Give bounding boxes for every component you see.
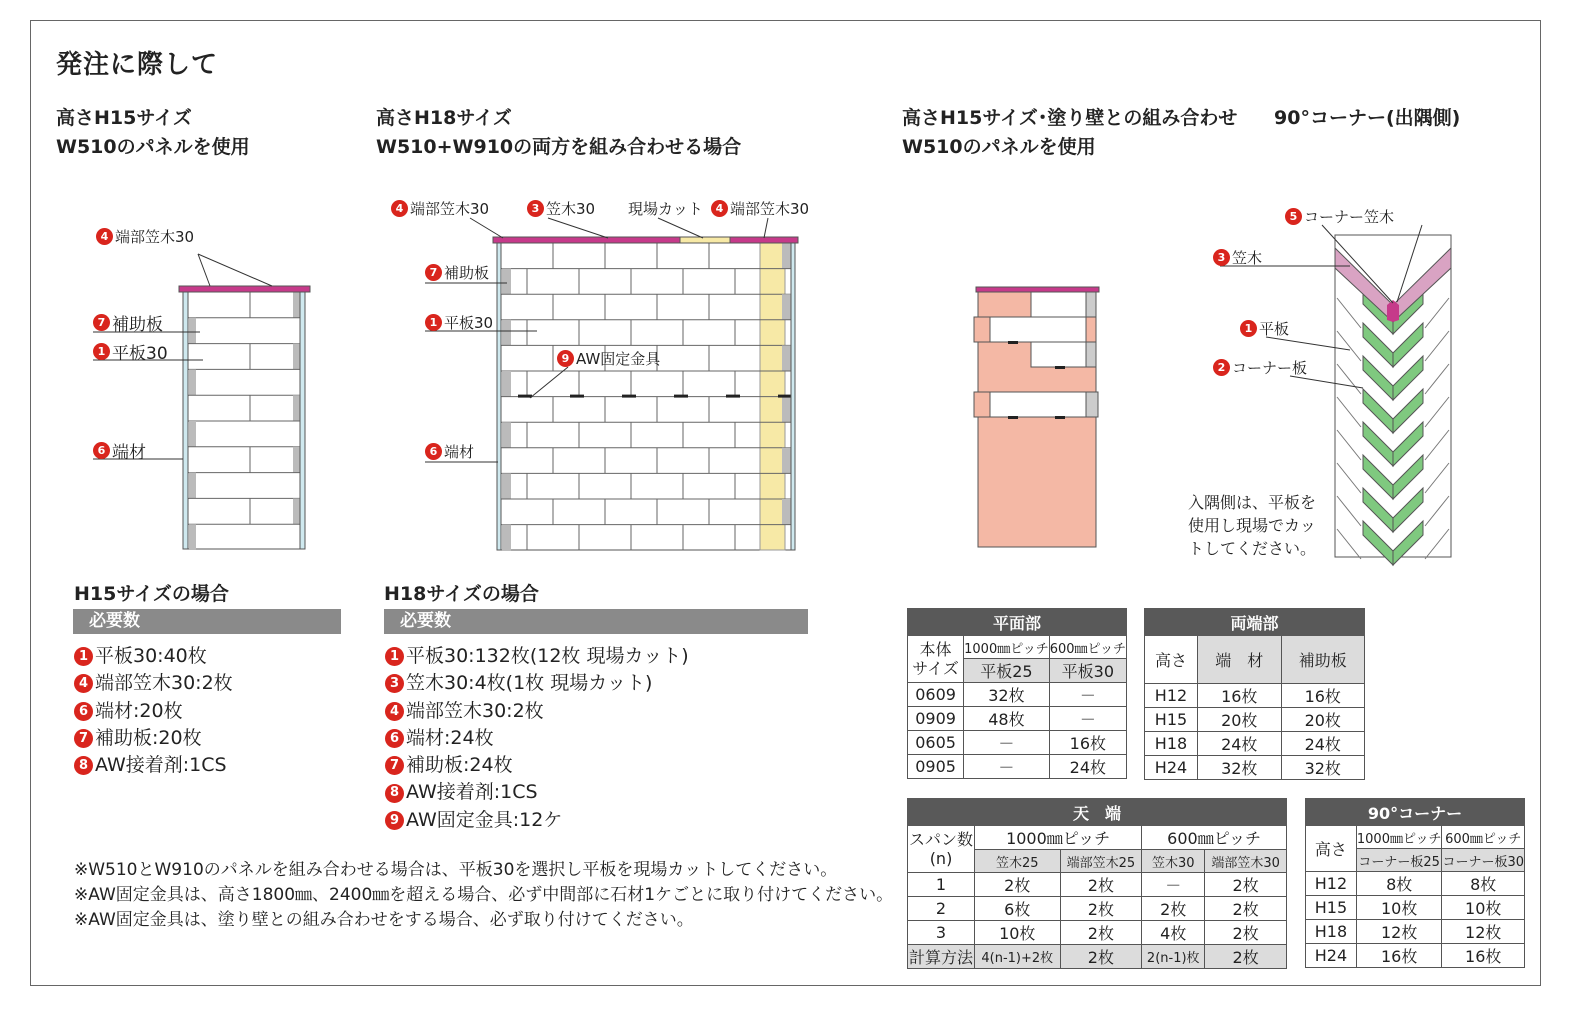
requirement-item [385,779,689,806]
corner-label-kasagi [1213,247,1262,268]
table-cell: 24枚 [1198,732,1282,756]
label-text: 平板30 [112,344,168,364]
note-line: ※AW固定金具は、高さ1800㎜、2400㎜を超える場合、必ず中間部に石材1ケごとに取り付けてください。 [74,885,894,905]
header-text: (n) [929,849,953,868]
header-text: サイズ [912,659,959,678]
table-header: 補助板 [1281,636,1365,684]
label-text: コーナー板 [1232,359,1308,377]
requirement-item [385,807,689,834]
table-cell: 2(n-1)枚 [1142,945,1205,969]
requirement-item [385,643,689,670]
section-h15-line1: 高さH15サイズ [56,107,192,129]
aw-bracket-icon [674,395,688,398]
table-cell: 48枚 [964,707,1050,731]
table-cell: 12枚 [1356,920,1442,944]
table-cell: － [964,731,1050,755]
req-h18-list [385,643,689,834]
table-cell: 2枚 [975,873,1061,897]
h18-label-aw [557,348,660,369]
brick-end-piece [502,320,511,346]
table-cell: 2枚 [1142,897,1205,921]
table-header: 端部笠木30 [1205,850,1287,873]
table-header: コーナー板25 [1356,849,1442,872]
label-text: 端部笠木30 [410,200,490,218]
table-cell: 4枚 [1142,921,1205,945]
table-cell: 32枚 [964,683,1050,707]
brick-end-piece [293,292,300,318]
table-row [1306,920,1525,944]
table-cell: 16枚 [1442,944,1525,968]
req-h15-title: H15サイズの場合 [74,583,229,605]
table-cell: 0605 [908,731,964,755]
req-h18-title: H18サイズの場合 [384,583,539,605]
brick-end-piece [782,499,791,525]
requirement-text: 補助板:20枚 [95,726,202,749]
requirement-item [74,643,233,670]
table-header: 1000㎜ピッチ [975,826,1142,850]
number-badge: 7 [93,314,110,331]
requirement-item [74,725,233,752]
note-line: ※W510とW910のパネルを組み合わせる場合は、平板30を選択し平板を現場カットしてください。 [74,860,838,880]
number-badge: 3 [527,200,544,217]
note-line: ※AW固定金具は、塗り壁との組み合わせをする場合、必ず取り付けてください。 [74,910,694,930]
table-cell: 2枚 [1205,945,1287,969]
number-badge: 4 [96,228,113,245]
section-h18-line2: W510+W910の両方を組み合わせる場合 [376,136,742,158]
h18-label-hashi [425,441,474,462]
number-badge: 6 [425,443,442,460]
number-badge: 3 [1213,249,1230,266]
req-h15-bar: 必要数 [73,609,341,634]
section-h15-line2: W510のパネルを使用 [56,136,250,158]
brick-end-piece [502,422,511,448]
table-cell: 2 [908,897,975,921]
table-title: 90°コーナー [1306,799,1525,826]
label-text: 端材 [444,443,475,461]
corner-note [1188,491,1316,560]
table-cell: 8枚 [1442,872,1525,896]
h15-label-kasagi-end [96,226,194,247]
h15-label-hashi [93,438,146,463]
table-header: 600㎜ピッチ [1049,636,1126,659]
req-h18-bar: 必要数 [384,609,808,634]
number-badge: 4 [711,200,728,217]
table-row [1145,732,1365,756]
number-badge: 1 [1240,320,1257,337]
table-row [908,707,1127,731]
label-text: AW固定金具 [576,350,661,368]
aw-bracket-icon [778,395,792,398]
table-row [908,755,1127,779]
requirement-text: 平板30:132枚(12枚 現場カット) [406,645,689,667]
requirement-item [74,670,233,697]
requirement-item [74,752,233,779]
table-header: 1000㎜ピッチ [1356,826,1442,849]
table-cell: 16枚 [1281,684,1365,708]
brick-end-piece [293,447,300,473]
number-badge: 6 [385,729,404,748]
table-cell: H15 [1306,896,1357,920]
table-cell: 16枚 [1049,731,1126,755]
label-text: 端材 [112,443,146,463]
requirement-text: 端部笠木30:2枚 [95,672,233,695]
brick-end-piece [293,498,300,524]
table-cell: 2枚 [1205,897,1287,921]
brick-end-piece [782,243,791,269]
brick-end-piece [293,344,300,370]
h18-label-kasagi-end-right [711,198,809,219]
table-cell: 計算方法 [908,945,975,969]
table-header: 端 材 [1198,636,1282,684]
table-title: 平面部 [908,609,1127,636]
table-cell: 32枚 [1198,756,1282,780]
table-cell: 10枚 [1442,896,1525,920]
table-cell: － [964,755,1050,779]
requirement-item [385,725,689,752]
number-badge: 6 [93,442,110,459]
section-corner-heading: 90°コーナー(出隅側) [1274,107,1461,129]
corner-label-hiraita [1240,318,1289,339]
table-row [1306,896,1525,920]
number-badge: 9 [385,811,404,830]
table-row [908,731,1127,755]
table-cell: 32枚 [1281,756,1365,780]
number-badge: 6 [74,702,93,721]
number-badge: 4 [74,674,93,693]
brick-end-piece [502,269,511,295]
brick-end-piece [502,525,511,551]
header-text: 本体 [919,640,952,659]
table-ryotan [1144,608,1365,780]
h18-label-kasagi [527,198,595,219]
table-cell: － [1049,707,1126,731]
number-badge: 8 [385,784,404,803]
corner-note-line: 入隅側は、平板を [1188,493,1317,512]
number-badge: 7 [425,264,442,281]
number-badge: 4 [385,702,404,721]
number-badge: 7 [385,756,404,775]
brick-end-piece [293,395,300,421]
section-h18-line1: 高さH18サイズ [376,107,512,129]
aw-bracket-icon [622,395,636,398]
table-cell: 16枚 [1198,684,1282,708]
requirement-item [385,698,689,725]
h15-label-hiraita [93,339,168,364]
brick-end-piece [189,318,196,344]
table-row [1306,872,1525,896]
brick-end-piece [502,473,511,499]
table-row [1145,756,1365,780]
table-cell: 2枚 [1060,873,1142,897]
table-header: 600㎜ピッチ [1142,826,1287,850]
table-cell: 10枚 [975,921,1061,945]
number-badge: 1 [425,314,442,331]
table-header: 高さ [1306,826,1357,872]
corner-note-line: 使用し現場でカッ [1188,516,1316,535]
req-h15-list [74,643,233,779]
table-header: 笠木30 [1142,850,1205,873]
table-header: 端部笠木25 [1060,850,1142,873]
requirement-text: AW固定金具:12ケ [406,808,563,831]
aw-bracket-icon [726,395,740,398]
h18-label-genba-cut: 現場カット [628,200,703,218]
header-text: スパン数 [908,830,973,849]
label-text: 笠木 [1232,249,1263,267]
section-wall-line1: 高さH15サイズ･塗り壁との組み合わせ [902,107,1238,129]
table-cell: H12 [1145,684,1198,708]
label-text: 補助板 [444,264,490,282]
label-text: 笠木30 [546,200,596,218]
table-row-calc [908,945,1287,969]
brick-end-piece [782,294,791,320]
section-wall-line2: W510のパネルを使用 [902,136,1096,158]
requirement-item [74,698,233,725]
table-row [1145,684,1365,708]
label-text: コーナー笠木 [1304,208,1395,226]
table-cell: 2枚 [1060,921,1142,945]
number-badge: 1 [385,647,404,666]
requirement-item [385,670,689,697]
number-badge: 1 [74,647,93,666]
table-row [908,897,1287,921]
brick-end-piece [782,397,791,423]
table-cell: 16枚 [1356,944,1442,968]
number-badge: 7 [74,729,93,748]
brick-end-piece [782,345,791,371]
table-header [908,636,964,683]
table-header: 高さ [1145,636,1198,684]
table-header: 平板30 [1049,659,1126,683]
table-row [908,873,1287,897]
h18-label-hojo [425,262,489,283]
table-title: 天 端 [908,799,1287,826]
table-row [908,683,1127,707]
number-badge: 5 [1285,208,1302,225]
number-badge: 2 [1213,359,1230,376]
table-cell: 20枚 [1281,708,1365,732]
table-cell: 6枚 [975,897,1061,921]
label-text: 端部笠木30 [730,200,810,218]
table-cell: H15 [1145,708,1198,732]
requirement-text: AW接着剤:1CS [406,781,538,804]
table-cell: 3 [908,921,975,945]
table-header: 笠木25 [975,850,1061,873]
table-cell: 24枚 [1281,732,1365,756]
table-cell: H24 [1306,944,1357,968]
brick-end-piece [189,524,196,550]
requirement-text: 端部笠木30:2枚 [406,699,544,722]
table-title: 両端部 [1145,609,1365,636]
table-cell: 24枚 [1049,755,1126,779]
table-cell: 0609 [908,683,964,707]
table-cell: 1 [908,873,975,897]
table-cell: 12枚 [1442,920,1525,944]
table-cell: 2枚 [1205,873,1287,897]
table-row [1145,708,1365,732]
table-header: 1000㎜ピッチ [964,636,1050,659]
table-cell: H18 [1306,920,1357,944]
table-header [908,826,975,873]
plaster-wall-diagram [974,287,1099,547]
requirement-text: 笠木30:4枚(1枚 現場カット) [406,672,653,695]
aw-bracket-icon [570,395,584,398]
h15-wall-diagram [93,254,310,550]
requirement-text: 補助板:24枚 [406,754,513,777]
h18-label-hiraita [425,312,493,333]
table-cell: 0909 [908,707,964,731]
table-cell: 10枚 [1356,896,1442,920]
page-title: 発注に際して [56,50,219,80]
notes [74,858,893,933]
number-badge: 8 [74,756,93,775]
table-cell: 2枚 [1205,921,1287,945]
table-cell: H12 [1306,872,1357,896]
table-corner [1305,798,1525,968]
table-tenba [907,798,1287,969]
table-header: 平板25 [964,659,1050,683]
table-cell: 20枚 [1198,708,1282,732]
table-row [1306,944,1525,968]
table-row [908,921,1287,945]
brick-end-piece [502,371,511,397]
requirement-text: 端材:20枚 [95,699,183,722]
requirement-text: 平板30:40枚 [95,645,207,667]
label-text: 平板 [1259,320,1290,338]
table-cell: H24 [1145,756,1198,780]
label-text: 補助板 [112,315,163,335]
table-cell: － [1142,873,1205,897]
table-cell: 8枚 [1356,872,1442,896]
brick-end-piece [189,421,196,447]
requirement-item [385,752,689,779]
number-badge: 9 [557,350,574,367]
table-cell: － [1049,683,1126,707]
label-text: 平板30 [444,314,494,332]
corner-label-corner-kasagi [1285,206,1394,227]
table-cell: 4(n-1)+2枚 [975,945,1061,969]
corner-note-line: トしてください。 [1188,539,1317,558]
table-cell: 2枚 [1060,897,1142,921]
requirement-text: AW接着剤:1CS [95,754,227,777]
requirement-text: 端材:24枚 [406,726,494,749]
table-header: コーナー板30 [1442,849,1525,872]
brick-end-piece [189,473,196,499]
aw-bracket-icon [518,395,532,398]
number-badge: 4 [391,200,408,217]
table-cell: H18 [1145,732,1198,756]
h18-label-kasagi-end-left [391,198,489,219]
table-heimen [907,608,1127,779]
corner-label-corner-ita [1213,357,1307,378]
table-header: 600㎜ピッチ [1442,826,1525,849]
label-text: 端部笠木30 [115,228,195,246]
table-cell: 2枚 [1060,945,1142,969]
number-badge: 1 [93,343,110,360]
number-badge: 3 [385,674,404,693]
brick-end-piece [189,369,196,395]
h15-label-hojo [93,310,163,335]
table-cell: 0905 [908,755,964,779]
brick-end-piece [782,448,791,474]
